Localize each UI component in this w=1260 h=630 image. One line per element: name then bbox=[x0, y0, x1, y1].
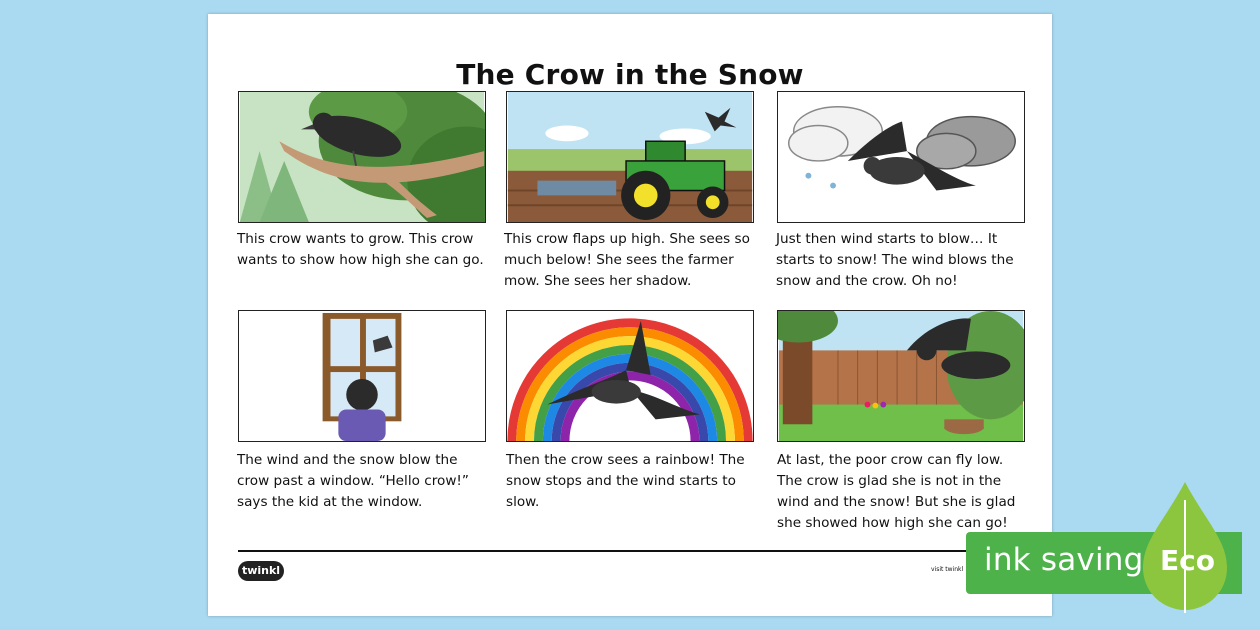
panel-caption: This crow flaps up high. She sees so much below! She sees the farmer mow. She sees her shadow. bbox=[504, 231, 750, 289]
crow-on-branch-illustration bbox=[239, 92, 485, 222]
panel-crow-on-branch bbox=[238, 91, 486, 223]
tractor-field-illustration bbox=[507, 92, 753, 222]
panel-caption: The wind and the snow blow the crow past a window. “Hello crow!” says the kid at the window. bbox=[237, 452, 469, 510]
panel-crow-in-clouds bbox=[777, 91, 1025, 223]
worksheet-title: The Crow in the Snow bbox=[456, 58, 804, 91]
panel-caption: Just then wind starts to blow… It starts to snow! The wind blows the snow and the crow. Oh no! bbox=[776, 231, 1014, 289]
panel-caption: This crow wants to grow. This crow wants to show how high she can go. bbox=[237, 231, 484, 268]
visit-text: visit twinkl bbox=[931, 566, 964, 573]
panel-tractor-field bbox=[506, 91, 754, 223]
twinkl-logo: twinkl bbox=[238, 561, 284, 581]
panel-crow-rainbow bbox=[506, 310, 754, 442]
footer-divider bbox=[238, 550, 1024, 552]
panel-caption: At last, the poor crow can fly low. The crow is glad she is not in the wind and the snow! But she is glad she showed how high she can go! bbox=[777, 452, 1016, 531]
panel-kid-at-window bbox=[238, 310, 486, 442]
crow-garden-illustration bbox=[778, 311, 1024, 441]
panel-crow-garden bbox=[777, 310, 1025, 442]
kid-at-window-illustration bbox=[239, 311, 485, 441]
worksheet-page bbox=[208, 14, 1052, 616]
crow-rainbow-illustration bbox=[507, 311, 753, 441]
eco-label: Eco bbox=[1160, 544, 1215, 577]
ink-saving-label: ink saving bbox=[984, 542, 1144, 578]
panel-caption: Then the crow sees a rainbow! The snow stops and the wind starts to slow. bbox=[506, 452, 745, 510]
crow-in-clouds-illustration bbox=[778, 92, 1024, 222]
